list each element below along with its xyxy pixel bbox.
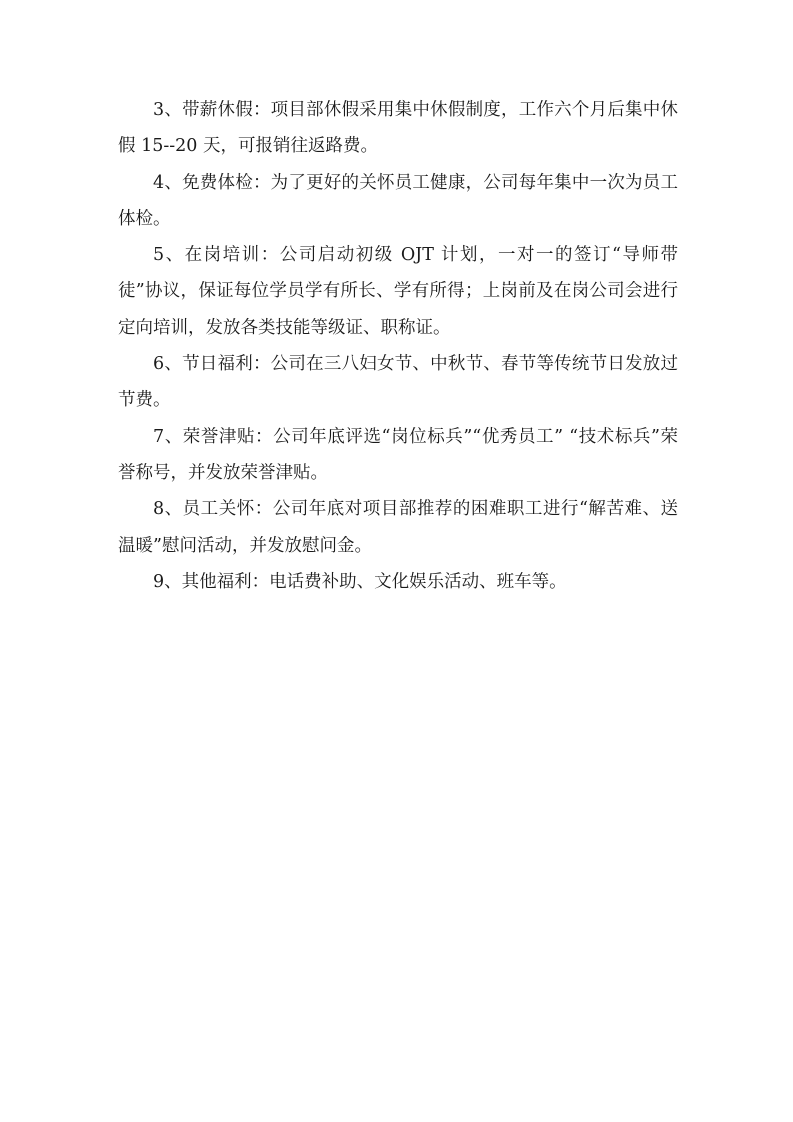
paragraph-free-checkup: 4、免费体检：为了更好的关怀员工健康，公司每年集中一次为员工体检。	[118, 172, 678, 229]
paragraph-employee-care: 8、员工关怀：公司年底对项目部推荐的困难职工进行“解苦难、送温暖”慰问活动，并发放慰问金。	[118, 499, 678, 556]
paragraph-other-benefits: 9、其他福利：电话费补助、文化娱乐活动、班车等。	[153, 571, 567, 592]
paragraph-holiday-benefits: 6、节日福利：公司在三八妇女节、中秋节、春节等传统节日发放过节费。	[118, 354, 678, 411]
document-body	[118, 92, 678, 600]
paragraph-honor-allowance: 7、荣誉津贴：公司年底评选“岗位标兵”“优秀员工” “技术标兵”荣誉称号，并发放荣誉津贴。	[118, 426, 678, 483]
paragraph-on-job-training: 5、在岗培训：公司启动初级 OJT 计划，一对一的签订“导师带徒”协议，保证每位学员学有所长、学有所得；上岗前及在岗公司会进行定向培训，发放各类技能等级证、职称证。	[118, 245, 678, 338]
paragraph-paid-leave: 3、带薪休假：项目部休假采用集中休假制度，工作六个月后集中休假 15--20 天，可报销往返路费。	[118, 100, 678, 157]
